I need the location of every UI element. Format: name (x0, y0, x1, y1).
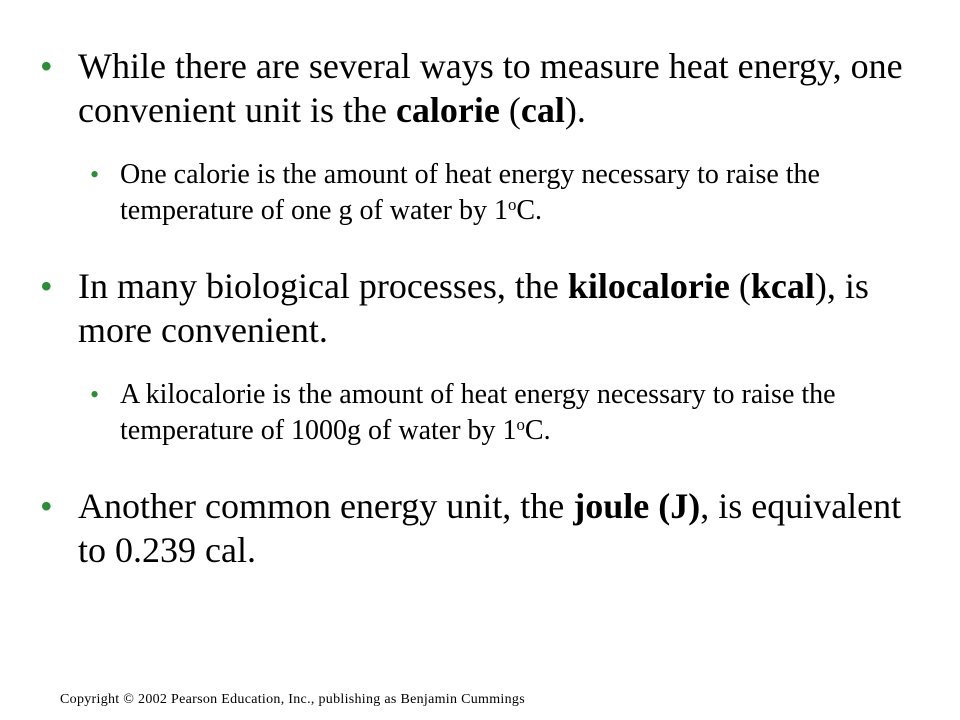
copyright-footer: Copyright © 2002 Pearson Education, Inc., publishing as Benjamin Cummings (60, 692, 525, 707)
term-joule: joule (J) (573, 486, 701, 526)
bullet-marker: • (40, 266, 53, 306)
bullet-marker: • (90, 160, 100, 189)
bullet-marker: • (40, 46, 53, 86)
degree-superscript: o (516, 414, 525, 434)
bullet-text: ( (729, 266, 751, 306)
bullet-marker: • (90, 380, 100, 409)
bullet-text: A kilocalorie is the amount of heat energy necessary to raise the temperature of 1000g of water by 1 (120, 379, 836, 446)
bullet-calorie (40, 44, 918, 132)
bullet-kilocalorie (40, 264, 918, 352)
degree-superscript: o (507, 194, 517, 214)
bullet-text: Another common energy unit, the (78, 486, 574, 526)
term-calorie: calorie (395, 90, 500, 130)
term-kilocalorie: kilocalorie (567, 266, 730, 306)
bullet-text: , is equivalent to 0.239 cal. (78, 486, 902, 570)
sub-bullet-calorie-definition (90, 157, 920, 229)
bullet-text: In many biological processes, the (78, 266, 568, 306)
bullet-text: ( (499, 90, 521, 130)
bullet-text: ), is more convenient. (78, 266, 869, 350)
bullet-joule (40, 484, 918, 572)
bullet-text: C. (524, 415, 551, 446)
bullet-text: One calorie is the amount of heat energy necessary to raise the temperature of one g of water by 1 (120, 159, 820, 226)
sub-bullet-kilocalorie-definition (90, 377, 920, 449)
bullet-text: While there are several ways to measure heat energy, one convenient unit is the (78, 46, 903, 130)
bullet-marker: • (40, 486, 53, 526)
term-kcal: kcal (750, 266, 815, 306)
term-cal: cal (520, 90, 565, 130)
bullet-text: C. (516, 195, 543, 226)
bullet-text: ). (564, 90, 586, 130)
